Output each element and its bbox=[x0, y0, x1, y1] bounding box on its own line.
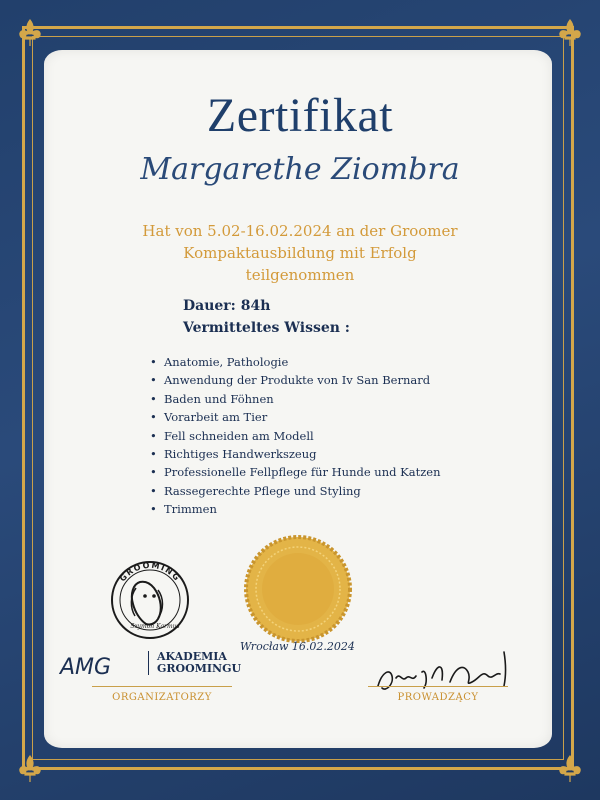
gold-seal bbox=[244, 535, 352, 643]
fleur-de-lis-icon bbox=[16, 18, 44, 48]
list-item: • Anwendung der Produkte von Iv San Bernard bbox=[150, 373, 431, 388]
bullet: • bbox=[150, 355, 157, 369]
fleur-de-lis-icon bbox=[16, 754, 44, 784]
fleur-de-lis-icon bbox=[556, 18, 584, 48]
completion-line: Hat von 5.02-16.02.2024 an der Groomer bbox=[142, 222, 458, 240]
list-item: • Trimmen bbox=[150, 502, 217, 517]
instructor-label: PROWADZĄCY bbox=[397, 692, 479, 703]
knowledge-heading: Vermitteltes Wissen : bbox=[183, 320, 350, 336]
list-item: • Fell schneiden am Modell bbox=[150, 428, 314, 443]
bullet: • bbox=[150, 446, 157, 461]
fleur-de-lis-icon bbox=[556, 754, 584, 784]
divider bbox=[368, 686, 508, 687]
academy-logo-mark bbox=[58, 650, 148, 680]
bullet: • bbox=[150, 410, 157, 425]
bullet: • bbox=[150, 373, 157, 388]
svg-text:Szymon Karmus: Szymon Karmus bbox=[130, 623, 180, 630]
grooming-logo bbox=[100, 548, 200, 648]
recipient-name: Margarethe Ziombra bbox=[140, 152, 460, 187]
bullet: • bbox=[150, 391, 157, 406]
svg-text:AMG: AMG bbox=[60, 655, 112, 680]
list-item: • Richtiges Handwerkszeug bbox=[150, 446, 317, 461]
list-item: • Professionelle Fellpflege für Hunde und Katzen bbox=[150, 465, 441, 480]
organizers-label: ORGANIZATORZY bbox=[112, 692, 212, 703]
list-item: • Baden und Föhnen bbox=[150, 391, 274, 406]
bullet: • bbox=[150, 502, 157, 517]
bullet: • bbox=[150, 428, 157, 443]
completion-line: Kompaktausbildung mit Erfolg bbox=[183, 244, 417, 262]
course-duration: Dauer: 84h bbox=[183, 298, 271, 314]
completion-line: teilgenommen bbox=[245, 266, 355, 284]
place-and-date: Wrocław 16.02.2024 bbox=[240, 640, 355, 653]
bullet: • bbox=[150, 465, 157, 480]
list-item: • Anatomie, Pathologie bbox=[150, 355, 289, 369]
svg-text:GROOMING: GROOMING bbox=[117, 560, 183, 584]
list-item: • Rassegerechte Pflege und Styling bbox=[150, 483, 361, 498]
topics-list bbox=[150, 353, 470, 519]
divider bbox=[92, 686, 232, 687]
certificate-title: Zertifikat bbox=[206, 89, 394, 142]
academy-name: AKADEMIA GROOMINGU bbox=[148, 651, 257, 675]
bullet: • bbox=[150, 483, 157, 498]
completion-statement bbox=[80, 220, 520, 286]
list-item: • Vorarbeit am Tier bbox=[150, 410, 268, 425]
